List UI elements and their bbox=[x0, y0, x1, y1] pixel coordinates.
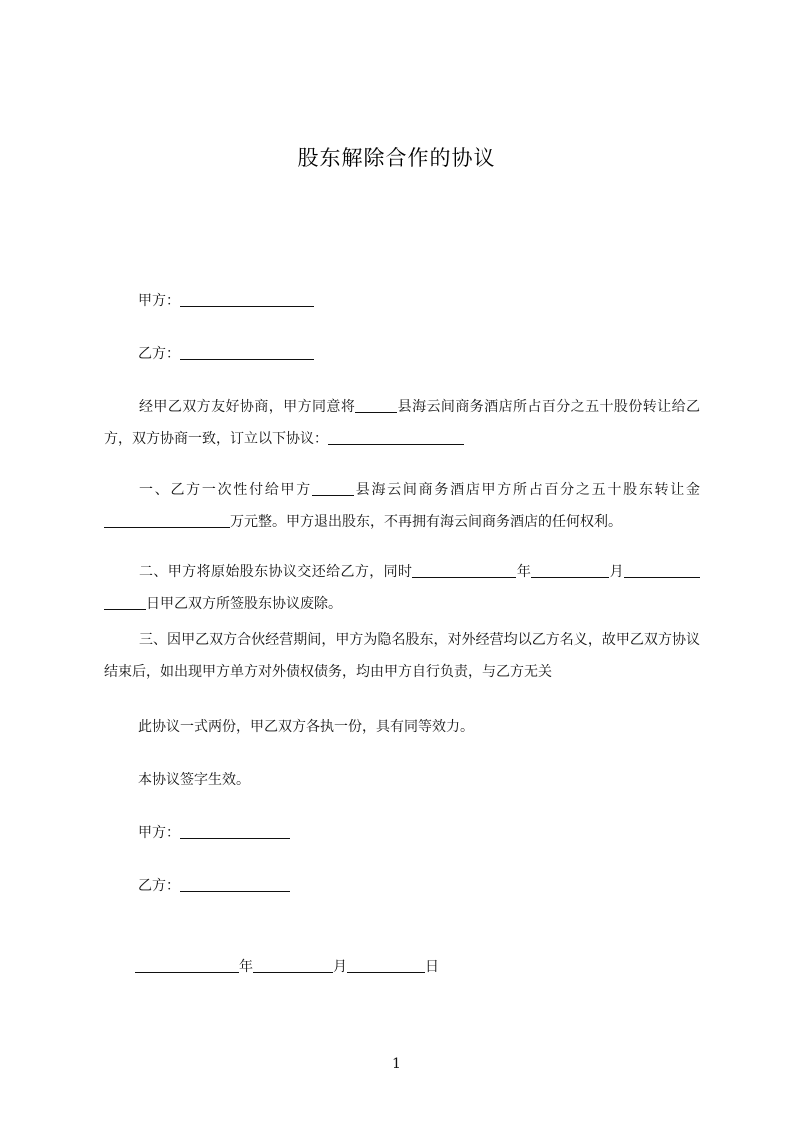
signature-b-blank bbox=[180, 877, 290, 892]
party-b-blank bbox=[180, 345, 314, 360]
intro-text-1: 经甲乙双方友好协商，甲方同意将 bbox=[139, 399, 356, 415]
date-day-label: 日 bbox=[425, 959, 439, 975]
clause-2-text-1: 二、甲方将原始股东协议交还给乙方，同时 bbox=[139, 564, 413, 580]
effective-line: 本协议签字生效。 bbox=[138, 772, 250, 788]
signature-b-line bbox=[138, 877, 290, 895]
intro-county-blank bbox=[355, 398, 397, 413]
party-b-label: 乙方： bbox=[138, 346, 180, 362]
clause-2-year-label: 年 bbox=[516, 564, 532, 580]
party-a-line bbox=[138, 292, 314, 310]
party-a-label: 甲方： bbox=[138, 293, 180, 309]
clause-1-text-3: 万元整。甲方退出股东，不再拥有海云间商务酒店的任何权利。 bbox=[230, 514, 622, 530]
clause-2-day-blank-b bbox=[104, 595, 146, 610]
date-day-blank bbox=[347, 958, 425, 973]
party-a-blank bbox=[180, 292, 314, 307]
clause-2-day-blank-a bbox=[624, 563, 700, 578]
date-month-blank bbox=[253, 958, 333, 973]
signature-b-label: 乙方： bbox=[138, 878, 180, 894]
intro-end-blank bbox=[328, 430, 464, 445]
date-year-label: 年 bbox=[239, 959, 253, 975]
party-b-line bbox=[138, 345, 314, 363]
clause-2-month-label: 月 bbox=[609, 564, 625, 580]
clause-3-paragraph: 三、因甲乙双方合伙经营期间，甲方为隐名股东，对外经营均以乙方名义，故甲乙双方协议结束后，如出现甲方单方对外债权债务，均由甲方自行负责，与乙方无关 bbox=[104, 632, 700, 680]
page-number: 1 bbox=[392, 1056, 401, 1072]
clause-1-amount-blank bbox=[104, 513, 230, 528]
clause-1-text-2: 县海云间商务酒店甲方所占百分之五十股东转让金 bbox=[354, 482, 700, 498]
signature-a-label: 甲方： bbox=[138, 825, 180, 841]
signature-a-line bbox=[138, 824, 290, 842]
clause-1-county-blank bbox=[312, 481, 354, 496]
date-month-label: 月 bbox=[333, 959, 347, 975]
copies-line: 此协议一式两份，甲乙双方各执一份，具有同等效力。 bbox=[138, 719, 474, 735]
intro-paragraph bbox=[104, 391, 700, 455]
clause-1-paragraph bbox=[104, 474, 700, 538]
document-title: 股东解除合作的协议 bbox=[297, 146, 496, 170]
date-line bbox=[135, 958, 439, 976]
clause-2-year-blank bbox=[412, 563, 516, 578]
clause-1-text-1: 一、乙方一次性付给甲方 bbox=[139, 482, 312, 498]
clause-2-paragraph bbox=[104, 556, 700, 620]
intro-text-2: 县海云间商务酒店所占百分之五十股份转让给乙方，双方协商一致，订立以下协议： bbox=[104, 399, 700, 447]
clause-2-text-2: 日甲乙双方所签股东协议废除。 bbox=[146, 596, 342, 612]
date-year-blank bbox=[135, 958, 239, 973]
clause-2-month-blank bbox=[531, 563, 609, 578]
signature-a-blank bbox=[180, 824, 290, 839]
